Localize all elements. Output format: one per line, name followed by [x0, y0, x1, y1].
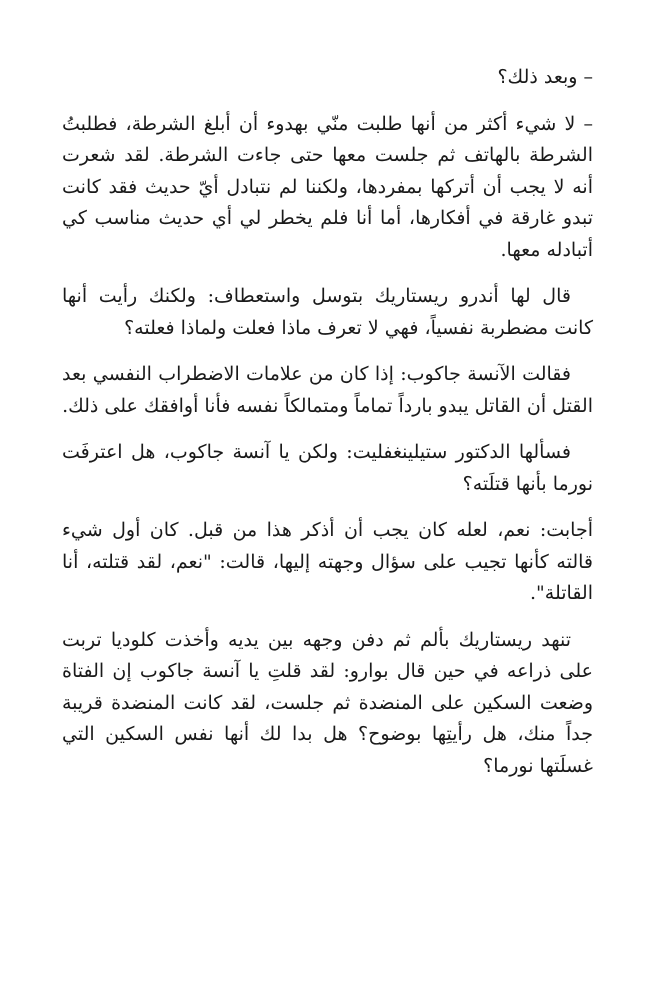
paragraph-4: فقالت الآنسة جاكوب: إذا كان من علامات الاضطراب النفسي بعد القتل أن القاتل يبدو بارداً تماماً ومتمالكاً نفسه فأنا أوافقك على ذلك. — [62, 363, 593, 417]
paragraph-2: – لا شيء أكثر من أنها طلبت منّي بهدوء أن أبلغ الشرطة، فطلبتُ الشرطة بالهاتف ثم جلست معها حتى جاءت الشرطة. لقد شعرت أنه لا يجب أن أتركها بمفردها، ولكننا لم نتبادل أيّ حديث فقد كانت تبدو غارقة في أفكارها، أما أنا فلم يخطر لي أي حديث مناسب كي أتبادله معها. — [62, 112, 593, 261]
paragraph-6: أجابت: نعم، لعله كان يجب أن أذكر هذا من قبل. كان أول شيء قالته كأنها تجيب على سؤال وجهته إليها، قالت: "نعم، لقد قتلته، أنا القاتلة". — [62, 519, 593, 604]
paragraph-1: – وبعد ذلك؟ — [497, 66, 593, 88]
paragraph-5: فسألها الدكتور ستيلينغفليت: ولكن يا آنسة جاكوب، هل اعترفَت نورما بأنها قتلَته؟ — [62, 441, 593, 495]
paragraph-7: تنهد ريستاريك بألم ثم دفن وجهه بين يديه وأخذت كلوديا تربت على ذراعه في حين قال بوارو: لقد قلتِ يا آنسة جاكوب إن الفتاة وضعت السكين على المنضدة ثم جلست، لقد كانت المنضدة قريبة جداً منك، هل رأيتِها بوضوح؟ هل بدا لك أنها نفس السكين التي غسلَتها نورما؟ — [62, 628, 593, 777]
paragraph-3: قال لها أندرو ريستاريك بتوسل واستعطاف: ولكنك رأيت أنها كانت مضطربة نفسياً، فهي لا تعرف ماذا فعلت ولماذا فعلته؟ — [62, 285, 593, 339]
